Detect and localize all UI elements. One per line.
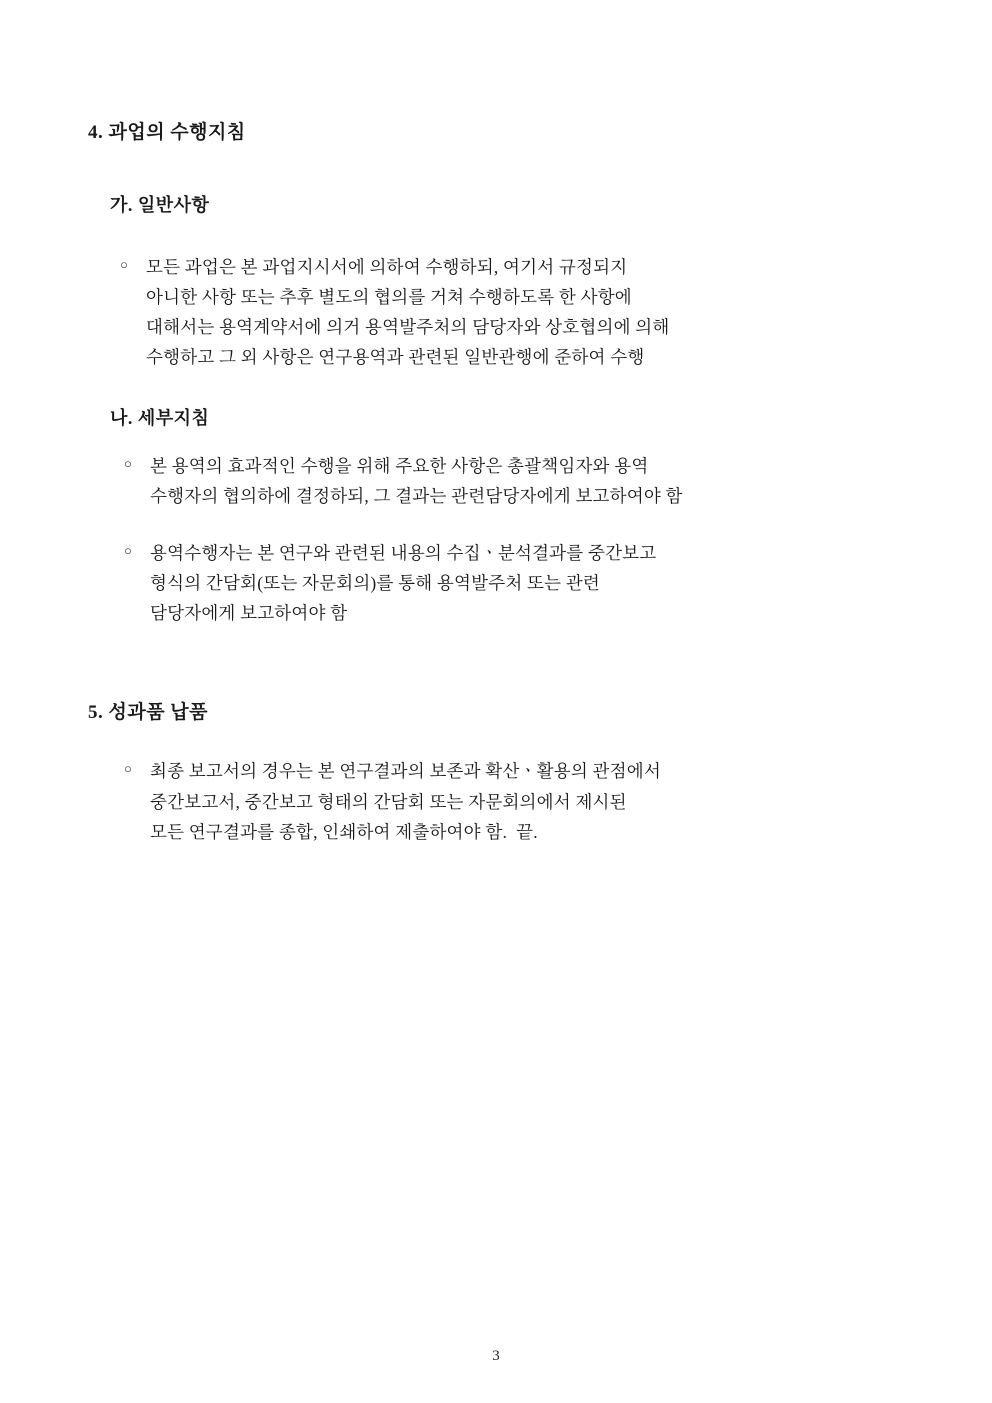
page-number: 3 <box>492 1348 500 1364</box>
text-line: 대해서는 용역계약서에 의거 용역발주처의 담당자와 상호협의에 의해 <box>146 316 670 337</box>
spacer <box>88 147 896 193</box>
text-line: 용역수행자는 본 연구와 관련된 내용의 수집ㆍ분석결과를 중간보고 <box>150 542 657 563</box>
section-heading-5: 5. 성과품 납품 <box>88 701 209 723</box>
text-line: 모든 과업은 본 과업지시서에 의하여 수행하되, 여기서 규정되지 <box>146 256 628 277</box>
list-item-text <box>150 451 896 511</box>
text-line: 담당자에게 보고하여야 함 <box>150 602 348 623</box>
circle-bullet-icon: ○ <box>124 456 133 472</box>
text-line: 수행자의 협의하에 결정하되, 그 결과는 관련담당자에게 보고하여야 함 <box>150 486 683 507</box>
spacer <box>88 372 896 406</box>
circle-bullet-icon: ○ <box>124 761 133 777</box>
list-item <box>88 538 896 628</box>
list-item-text <box>146 252 896 372</box>
section-heading-4: 4. 과업의 수행지침 <box>88 122 246 143</box>
text-line: 아니한 사항 또는 추후 별도의 협의를 거쳐 수행하도록 한 사항에 <box>146 286 632 307</box>
spacer <box>88 431 896 451</box>
spacer <box>88 218 896 252</box>
list-item-text <box>150 538 896 628</box>
circle-bullet-icon: ○ <box>124 542 133 558</box>
spacer <box>88 726 896 756</box>
list-item <box>88 451 896 511</box>
text-line: 모든 연구결과를 종합, 인쇄하여 제출하여야 함. 끝. <box>150 821 538 842</box>
circle-bullet-icon: ○ <box>120 256 129 272</box>
text-line: 형식의 간담회(또는 자문회의)를 통해 용역발주처 또는 관련 <box>150 572 601 593</box>
list-item <box>88 252 896 372</box>
subsection-heading-4-b: 나. 세부지침 <box>110 408 210 429</box>
text-line: 수행하고 그 외 사항은 연구용역과 관련된 일반관행에 준하여 수행 <box>146 347 645 368</box>
spacer <box>88 628 896 700</box>
text-line: 본 용역의 효과적인 수행을 위해 주요한 사항은 총괄책임자와 용역 <box>150 456 649 477</box>
subsection-heading-4-a: 가. 일반사항 <box>110 194 210 215</box>
text-line: 최종 보고서의 경우는 본 연구결과의 보존과 확산ㆍ활용의 관점에서 <box>150 761 661 782</box>
list-item-text <box>150 756 896 846</box>
list-item <box>88 756 896 846</box>
text-line: 중간보고서, 중간보고 형태의 간담회 또는 자문회의에서 제시된 <box>150 791 627 812</box>
spacer <box>88 512 896 538</box>
